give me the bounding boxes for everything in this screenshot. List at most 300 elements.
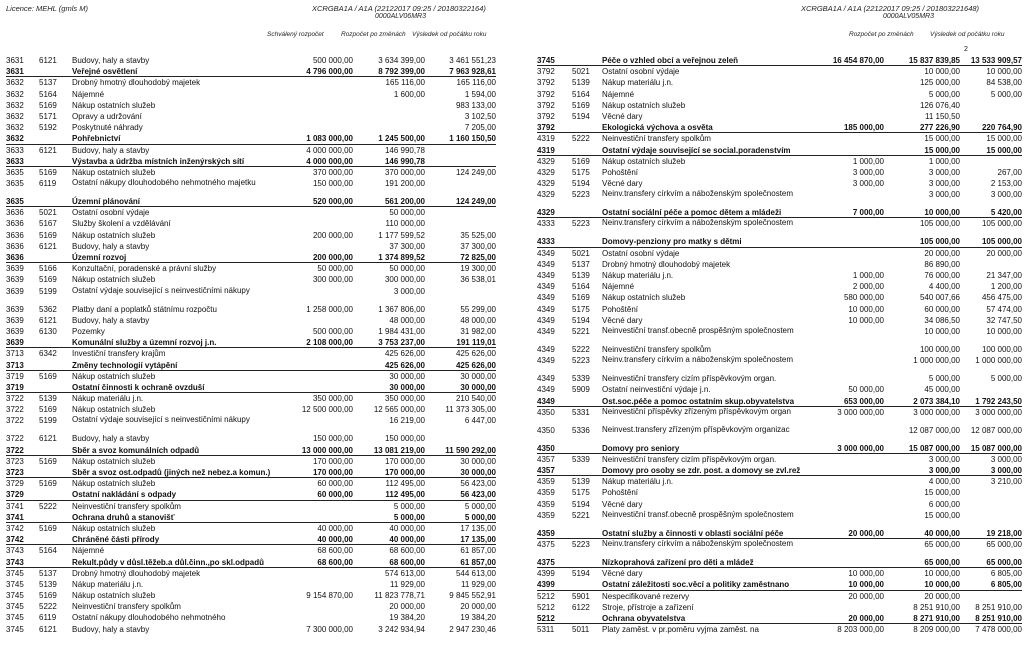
item-name: Ostatní nakládání s odpady bbox=[72, 490, 177, 500]
table-row bbox=[537, 384, 1022, 395]
item-name: Komunální služby a územní rozvoj j.n. bbox=[72, 338, 217, 348]
after-changes-value: 15 000,00 bbox=[924, 145, 960, 155]
item-code: 5221 bbox=[572, 510, 590, 520]
item-name: Budovy, haly a stavby bbox=[72, 434, 150, 444]
column-result-right: Výsledek od počátku roku bbox=[930, 31, 1005, 38]
item-code: 5909 bbox=[572, 385, 590, 395]
licence-label: Licence: MEHL (gmls M) bbox=[6, 4, 88, 13]
after-changes-value: 1 374 899,52 bbox=[378, 253, 425, 262]
table-row bbox=[6, 89, 496, 100]
after-changes-value: 3 242 934,94 bbox=[378, 624, 425, 634]
item-code: 5139 bbox=[39, 579, 57, 589]
section-total-row bbox=[6, 445, 496, 456]
table-row bbox=[537, 326, 1022, 344]
paragraph-code: 4349 bbox=[537, 293, 555, 303]
paragraph-code: 3729 bbox=[6, 490, 24, 500]
after-changes-value: 4 000,00 bbox=[928, 477, 960, 487]
paragraph-code: 4333 bbox=[537, 219, 555, 229]
paragraph-code: 3722 bbox=[6, 434, 24, 444]
item-code: 5175 bbox=[572, 304, 590, 314]
section-total-row bbox=[6, 512, 496, 523]
after-changes-value: 15 000,00 bbox=[924, 510, 960, 520]
result-value: 37 300,00 bbox=[460, 241, 496, 251]
item-name: Chráněné části přírody bbox=[72, 535, 160, 545]
result-value: 17 135,00 bbox=[460, 535, 496, 545]
result-value: 3 102,50 bbox=[464, 111, 496, 121]
approved-value: 3 000,00 bbox=[852, 179, 884, 189]
result-value: 30 000,00 bbox=[460, 371, 496, 381]
paragraph-code: 3639 bbox=[6, 275, 24, 285]
result-value: 267,00 bbox=[997, 167, 1022, 177]
item-code: 5175 bbox=[572, 488, 590, 498]
result-value: 31 982,00 bbox=[460, 326, 496, 336]
item-name: Nákup ostatních služeb bbox=[72, 523, 156, 533]
paragraph-code: 4349 bbox=[537, 356, 555, 366]
paragraph-code: 4329 bbox=[537, 167, 555, 177]
after-changes-value: 126 076,40 bbox=[919, 100, 960, 110]
paragraph-code: 4349 bbox=[537, 248, 555, 258]
table-row bbox=[6, 433, 496, 444]
item-name: Pohoštění bbox=[602, 304, 639, 314]
approved-value: 350 000,00 bbox=[312, 394, 353, 404]
approved-value: 68 600,00 bbox=[317, 546, 353, 556]
item-name: Ekologická výchova a osvěta bbox=[602, 123, 713, 133]
table-row bbox=[537, 77, 1022, 88]
result-value: 8 251 910,00 bbox=[975, 613, 1022, 623]
result-value: 13 533 909,57 bbox=[970, 56, 1022, 65]
section-total-row bbox=[537, 557, 1022, 568]
item-name: Ostatní záležitosti soc.věcí a politiky zaměstnano bbox=[602, 580, 790, 590]
after-changes-value: 12 565 000,00 bbox=[373, 405, 425, 415]
result-value: 3 210,00 bbox=[990, 477, 1022, 487]
after-changes-value: 68 600,00 bbox=[389, 546, 425, 556]
paragraph-code: 4375 bbox=[537, 540, 555, 549]
after-changes-value: 3 753 237,00 bbox=[378, 338, 425, 348]
table-row bbox=[6, 371, 496, 382]
after-changes-value: 68 600,00 bbox=[389, 557, 425, 567]
paragraph-code: 3723 bbox=[6, 468, 24, 477]
item-name: Ostatní osobní výdaje bbox=[72, 208, 150, 218]
item-name: Nákup ostatních služeb bbox=[72, 456, 156, 466]
after-changes-value: 30 000,00 bbox=[389, 382, 425, 392]
item-name: Pohoštění bbox=[602, 488, 639, 498]
item-name: Neinv.transfery církvím a náboženským společnostem bbox=[602, 539, 794, 548]
table-row bbox=[537, 89, 1022, 100]
doc-code-left: XCRGBA1A / A1A (22122017 09:25 / 20180322164) bbox=[312, 4, 486, 13]
paragraph-code: 4319 bbox=[537, 145, 555, 155]
table-row bbox=[6, 77, 496, 88]
result-value: 30 000,00 bbox=[460, 456, 496, 466]
table-row bbox=[6, 348, 496, 359]
item-code: 5194 bbox=[572, 569, 590, 579]
result-value: 21 347,00 bbox=[986, 271, 1022, 280]
item-code: 5164 bbox=[39, 546, 57, 556]
after-changes-value: 20 000,00 bbox=[924, 591, 960, 601]
item-code: 5194 bbox=[572, 179, 590, 189]
item-name: Drobný hmotný dlouhodobý majetek bbox=[72, 78, 201, 88]
paragraph-code: 3719 bbox=[6, 371, 24, 381]
result-value: 3 000,00 bbox=[990, 466, 1022, 476]
item-name: Neinvestiční transfery cizím příspěvkovým organ. bbox=[602, 374, 777, 384]
item-code: 6121 bbox=[39, 145, 57, 155]
approved-value: 4 000 000,00 bbox=[306, 145, 353, 155]
paragraph-code: 3745 bbox=[6, 602, 24, 612]
item-name: Budovy, haly a stavby bbox=[72, 145, 150, 155]
approved-value: 170 000,00 bbox=[312, 468, 353, 477]
after-changes-value: 5 000,00 bbox=[928, 374, 960, 384]
paragraph-code: 3636 bbox=[6, 208, 24, 218]
result-value: 1 160 150,50 bbox=[449, 134, 496, 144]
item-code: 6121 bbox=[39, 241, 57, 251]
paragraph-code: 4349 bbox=[537, 315, 555, 325]
paragraph-code: 3635 bbox=[6, 167, 24, 177]
after-changes-value: 11 150,50 bbox=[925, 111, 960, 121]
result-value: 2 153,00 bbox=[990, 179, 1022, 189]
table-row bbox=[6, 55, 496, 66]
item-code: 5169 bbox=[39, 230, 57, 240]
paragraph-code: 3632 bbox=[6, 134, 24, 144]
item-code: 5169 bbox=[39, 275, 57, 285]
item-name: Konzultační, poradenské a právní služby bbox=[72, 264, 217, 274]
paragraph-code: 4319 bbox=[537, 134, 555, 144]
item-name: Nájemné bbox=[72, 546, 105, 556]
item-name: Nákup materiálu j.n. bbox=[72, 394, 144, 404]
after-changes-value: 65 000,00 bbox=[924, 558, 960, 567]
table-row bbox=[537, 602, 1022, 613]
approved-value: 7 000,00 bbox=[852, 208, 884, 218]
paragraph-code: 3792 bbox=[537, 100, 555, 110]
paragraph-code: 3745 bbox=[537, 56, 555, 65]
table-row bbox=[537, 425, 1022, 443]
after-changes-value: 165 116,00 bbox=[385, 78, 425, 88]
item-code: 5169 bbox=[39, 479, 57, 489]
paragraph-code: 3636 bbox=[6, 230, 24, 240]
after-changes-value: 10 000,00 bbox=[924, 580, 960, 590]
item-name: Neinvestiční transfery spolkům bbox=[72, 602, 181, 612]
table-row bbox=[6, 579, 496, 590]
result-value: 983 133,00 bbox=[455, 100, 496, 110]
section-total-row bbox=[537, 613, 1022, 624]
table-row bbox=[6, 624, 496, 635]
table-row bbox=[537, 476, 1022, 487]
approved-value: 500 000,00 bbox=[312, 326, 353, 336]
after-changes-value: 3 000,00 bbox=[393, 286, 425, 296]
item-name: Ost.soc.péče a pomoc ostatním skup.obyvatelstva bbox=[602, 396, 795, 406]
paragraph-code: 3636 bbox=[6, 253, 24, 262]
table-row bbox=[6, 263, 496, 274]
table-row bbox=[537, 373, 1022, 384]
paragraph-code: 4349 bbox=[537, 271, 555, 280]
after-changes-value: 1 984 431,00 bbox=[378, 326, 425, 336]
table-row bbox=[6, 393, 496, 404]
paragraph-code: 5311 bbox=[537, 625, 555, 635]
item-name: Platy zaměst. v pr.poměru vyjma zaměst. na bbox=[602, 625, 759, 635]
result-value: 7 478 000,00 bbox=[975, 625, 1022, 635]
item-code: 5169 bbox=[39, 371, 57, 381]
item-code: 5021 bbox=[572, 67, 590, 77]
paragraph-code: 3741 bbox=[6, 512, 24, 522]
item-name: Budovy, haly a stavby bbox=[72, 315, 150, 325]
paragraph-code: 4349 bbox=[537, 396, 555, 406]
paragraph-code: 3722 bbox=[6, 394, 24, 404]
item-code: 5139 bbox=[39, 394, 57, 404]
after-changes-value: 3 634 399,00 bbox=[378, 56, 425, 65]
table-row bbox=[6, 456, 496, 467]
after-changes-value: 146 990,78 bbox=[384, 156, 425, 166]
table-row bbox=[537, 292, 1022, 303]
result-value: 6 805,00 bbox=[990, 569, 1022, 579]
result-value: 57 474,00 bbox=[986, 304, 1022, 314]
after-changes-value: 105 000,00 bbox=[919, 219, 960, 229]
item-code: 5169 bbox=[572, 293, 590, 303]
table-row bbox=[537, 499, 1022, 510]
paragraph-code: 4349 bbox=[537, 374, 555, 384]
table-row bbox=[6, 178, 496, 196]
item-name: Věcné dary bbox=[602, 499, 643, 509]
doc-code-right: XCRGBA1A / A1A (22122017 09:25 / 201803221648) bbox=[801, 4, 980, 13]
paragraph-code: 3635 bbox=[6, 197, 24, 207]
item-name: Poskytnuté náhrady bbox=[72, 123, 143, 133]
table-row bbox=[6, 207, 496, 218]
result-value: 11 929,00 bbox=[461, 579, 496, 589]
item-code: 5222 bbox=[572, 344, 590, 354]
paragraph-code: 3632 bbox=[6, 100, 24, 110]
result-value: 19 218,00 bbox=[986, 528, 1022, 538]
column-after-changes-left: Rozpočet po změnách bbox=[341, 31, 406, 38]
table-row bbox=[6, 122, 496, 133]
after-changes-value: 561 200,00 bbox=[384, 197, 425, 207]
table-row bbox=[6, 286, 496, 304]
result-value: 5 000,00 bbox=[990, 89, 1022, 99]
after-changes-value: 1 367 806,00 bbox=[378, 304, 425, 314]
result-value: 36 538,01 bbox=[460, 275, 496, 285]
paragraph-code: 5212 bbox=[537, 602, 555, 612]
approved-value: 3 000 000,00 bbox=[837, 407, 884, 417]
item-name: Ostatní výdaje související se social.poradenstvím bbox=[602, 145, 791, 155]
item-name: Územní plánování bbox=[72, 197, 141, 207]
approved-value: 10 000,00 bbox=[848, 304, 884, 314]
item-name: Veřejné osvětlení bbox=[72, 67, 138, 77]
result-value: 19 300,00 bbox=[460, 264, 496, 274]
section-total-row bbox=[537, 55, 1022, 66]
item-code: 5167 bbox=[39, 219, 57, 229]
item-name: Nízkoprahová zařízení pro děti a mládež bbox=[602, 558, 754, 567]
paragraph-code: 4350 bbox=[537, 407, 555, 417]
after-changes-value: 10 000,00 bbox=[924, 326, 960, 336]
paragraph-code: 3633 bbox=[6, 156, 24, 166]
paragraph-code: 4350 bbox=[537, 425, 555, 435]
paragraph-code: 3632 bbox=[6, 78, 24, 88]
after-changes-value: 540 007,66 bbox=[919, 293, 960, 303]
after-changes-value: 76 000,00 bbox=[924, 271, 960, 280]
result-value: 20 000,00 bbox=[460, 602, 496, 612]
approved-value: 653 000,00 bbox=[843, 396, 884, 406]
approved-value: 20 000,00 bbox=[848, 613, 884, 623]
result-value: 6 805,00 bbox=[990, 580, 1022, 590]
item-name: Nákup materiálu j.n. bbox=[602, 271, 674, 280]
approved-value: 12 500 000,00 bbox=[301, 405, 353, 415]
after-changes-value: 5 000,00 bbox=[393, 501, 425, 511]
item-code: 6121 bbox=[39, 56, 57, 65]
item-code: 5139 bbox=[572, 78, 590, 88]
item-name: Ostatní osobní výdaje bbox=[602, 248, 680, 258]
approved-value: 60 000,00 bbox=[317, 479, 353, 489]
table-row bbox=[537, 189, 1022, 207]
paragraph-code: 3742 bbox=[6, 523, 24, 533]
after-changes-value: 5 000,00 bbox=[393, 512, 425, 522]
table-row bbox=[6, 568, 496, 579]
table-row bbox=[6, 111, 496, 122]
section-total-row bbox=[6, 467, 496, 478]
after-changes-value: 150 000,00 bbox=[384, 434, 425, 444]
item-name: Sběr a svoz ost.odpadů (jiných než nebez.a komun.) bbox=[72, 468, 271, 477]
table-row bbox=[6, 241, 496, 252]
result-value: 84 538,00 bbox=[986, 78, 1022, 88]
result-value: 17 135,00 bbox=[460, 523, 496, 533]
paragraph-code: 3745 bbox=[6, 591, 24, 601]
result-value: 15 000,00 bbox=[986, 145, 1022, 155]
after-changes-value: 40 000,00 bbox=[389, 523, 425, 533]
paragraph-code: 4359 bbox=[537, 528, 555, 538]
paragraph-code: 3639 bbox=[6, 326, 24, 336]
item-code: 5164 bbox=[39, 89, 57, 99]
approved-value: 1 258 000,00 bbox=[306, 304, 353, 314]
doc-sub-left: 0000ALV06MR3 bbox=[375, 13, 426, 20]
table-row bbox=[6, 478, 496, 489]
after-changes-value: 60 000,00 bbox=[924, 304, 960, 314]
table-row bbox=[6, 326, 496, 337]
after-changes-value: 19 384,20 bbox=[389, 613, 425, 623]
item-code: 5194 bbox=[572, 315, 590, 325]
item-name: Ostatní neinvestiční výdaje j.n. bbox=[602, 385, 711, 395]
section-total-row bbox=[6, 196, 496, 207]
approved-value: 3 000,00 bbox=[852, 167, 884, 177]
result-value: 165 116,00 bbox=[456, 78, 496, 88]
item-name: Nákup materiálu j.n. bbox=[602, 78, 674, 88]
paragraph-code: 3723 bbox=[6, 456, 24, 466]
approved-value: 9 154 870,00 bbox=[306, 591, 353, 601]
result-value: 105 000,00 bbox=[981, 219, 1022, 229]
paragraph-code: 4329 bbox=[537, 190, 555, 200]
table-row bbox=[537, 510, 1022, 528]
item-code: 5194 bbox=[572, 111, 590, 121]
paragraph-code: 3743 bbox=[6, 546, 24, 556]
item-code: 5175 bbox=[572, 167, 590, 177]
approved-value: 7 300 000,00 bbox=[306, 624, 353, 634]
after-changes-value: 3 000,00 bbox=[928, 179, 960, 189]
after-changes-value: 125 000,00 bbox=[919, 78, 960, 88]
item-code: 6122 bbox=[572, 602, 590, 612]
after-changes-value: 4 400,00 bbox=[928, 282, 960, 292]
section-total-row bbox=[6, 252, 496, 263]
result-value: 1 594,00 bbox=[464, 89, 496, 99]
result-value: 210 540,00 bbox=[455, 394, 496, 404]
item-name: Ostatní nákupy dlouhodobého nehmotného bbox=[72, 613, 226, 623]
table-row bbox=[6, 601, 496, 612]
section-total-row bbox=[6, 156, 496, 167]
after-changes-value: 350 000,00 bbox=[384, 394, 425, 404]
item-name: Nákup ostatních služeb bbox=[72, 100, 156, 110]
item-name: Nákup ostatních služeb bbox=[602, 293, 686, 303]
item-name: Nájemné bbox=[602, 89, 635, 99]
page-header bbox=[0, 0, 1024, 18]
item-name: Domovy pro seniory bbox=[602, 443, 680, 453]
approved-value: 2 000,00 bbox=[852, 282, 884, 292]
item-name: Ochrana druhů a stanovišť bbox=[72, 512, 175, 522]
paragraph-code: 4349 bbox=[537, 259, 555, 269]
result-value: 61 857,00 bbox=[460, 546, 496, 556]
item-name: Územní rozvoj bbox=[72, 253, 127, 262]
result-value: 72 825,00 bbox=[460, 253, 496, 262]
item-name: Ostatní výdaje související s neinvestičními nákupy bbox=[72, 415, 250, 425]
item-code: 5166 bbox=[39, 264, 57, 274]
section-total-row bbox=[6, 133, 496, 144]
paragraph-code: 5212 bbox=[537, 591, 555, 601]
item-code: 6121 bbox=[39, 434, 57, 444]
paragraph-code: 3713 bbox=[6, 349, 24, 359]
item-name: Nákup materiálu j.n. bbox=[72, 579, 144, 589]
item-code: 5221 bbox=[572, 326, 590, 336]
after-changes-value: 112 495,00 bbox=[385, 490, 425, 500]
item-name: Výstavba a údržba místních inženýrských sítí bbox=[72, 156, 245, 166]
approved-value: 150 000,00 bbox=[312, 434, 353, 444]
approved-value: 170 000,00 bbox=[312, 456, 353, 466]
after-changes-value: 50 000,00 bbox=[389, 208, 425, 218]
item-code: 5021 bbox=[572, 248, 590, 258]
column-result-left: Výsledek od počátku roku bbox=[412, 31, 487, 38]
item-code: 5222 bbox=[39, 501, 57, 511]
after-changes-value: 1 245 500,00 bbox=[378, 134, 425, 144]
approved-value: 10 000,00 bbox=[848, 315, 884, 325]
paragraph-code: 4399 bbox=[537, 569, 555, 579]
approved-value: 4 796 000,00 bbox=[306, 67, 353, 77]
result-value: 124 249,00 bbox=[455, 167, 496, 177]
table-row bbox=[537, 270, 1022, 281]
paragraph-code: 3639 bbox=[6, 286, 24, 296]
paragraph-code: 4333 bbox=[537, 237, 555, 247]
after-changes-value: 170 000,00 bbox=[384, 468, 425, 477]
section-total-row bbox=[537, 207, 1022, 218]
item-name: Nákup ostatních služeb bbox=[72, 591, 156, 601]
after-changes-value: 191 200,00 bbox=[384, 179, 425, 189]
result-value: 3 000 000,00 bbox=[975, 407, 1022, 417]
table-row bbox=[6, 304, 496, 315]
approved-value: 1 083 000,00 bbox=[306, 134, 353, 144]
item-name: Neinv.transfery církvím a náboženským společnostem bbox=[602, 355, 794, 365]
item-name: Stroje, přístroje a zařízení bbox=[602, 602, 694, 612]
item-code: 5336 bbox=[572, 425, 590, 435]
after-changes-value: 13 081 219,00 bbox=[373, 445, 425, 455]
after-changes-value: 20 000,00 bbox=[924, 248, 960, 258]
result-value: 56 423,00 bbox=[460, 490, 496, 500]
paragraph-code: 4359 bbox=[537, 499, 555, 509]
approved-value: 20 000,00 bbox=[848, 591, 884, 601]
paragraph-code: 3719 bbox=[6, 382, 24, 392]
result-value: 3 461 551,23 bbox=[449, 56, 496, 65]
item-code: 5137 bbox=[572, 259, 590, 269]
result-value: 124 249,00 bbox=[455, 197, 496, 207]
item-name: Neinv.transfery církvím a náboženským společnostem bbox=[602, 189, 794, 199]
paragraph-code: 4329 bbox=[537, 208, 555, 218]
paragraph-code: 4349 bbox=[537, 385, 555, 395]
approved-value: 4 000 000,00 bbox=[306, 156, 353, 166]
paragraph-code: 4350 bbox=[537, 443, 555, 453]
table-row bbox=[6, 218, 496, 229]
paragraph-code: 3792 bbox=[537, 67, 555, 77]
approved-value: 13 000 000,00 bbox=[301, 445, 353, 455]
section-total-row bbox=[537, 236, 1022, 247]
item-code: 5139 bbox=[572, 271, 590, 280]
